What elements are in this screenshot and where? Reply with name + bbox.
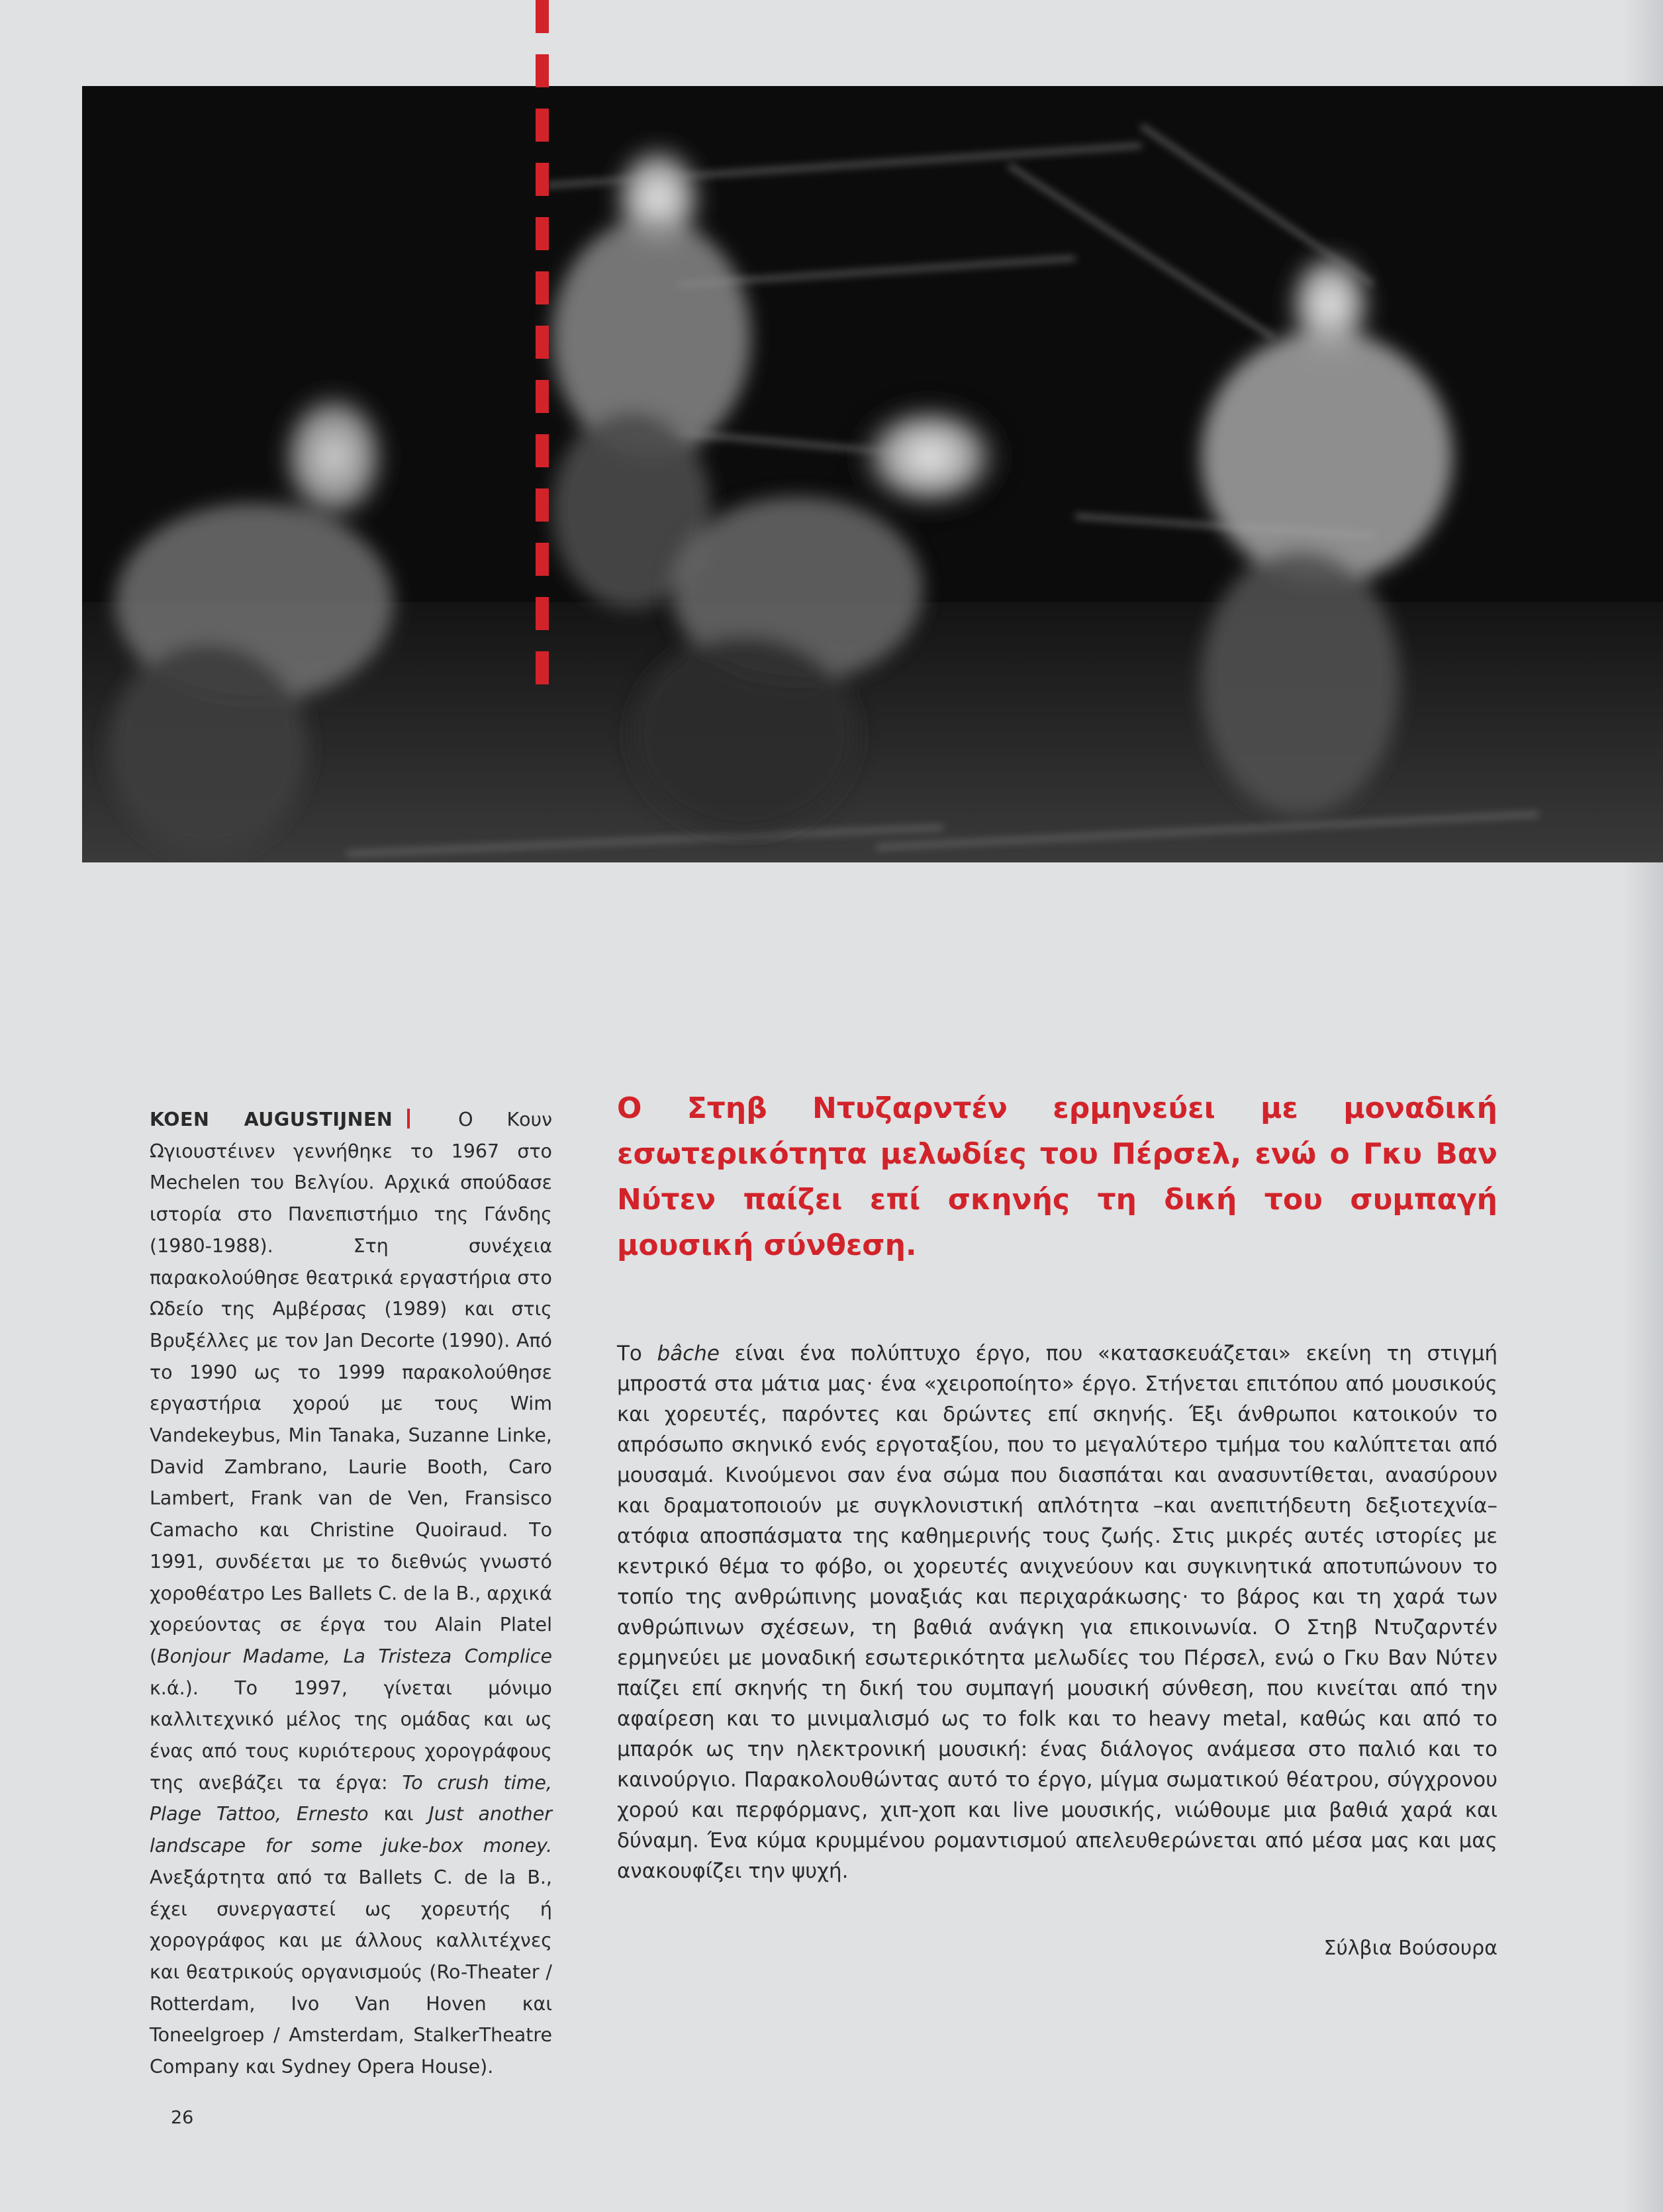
- bio-work-titles: Just another landscape for some juke-box money.: [150, 1803, 552, 1857]
- article-lead: Το: [617, 1342, 657, 1365]
- article-author: Σύλβια Βούσουρα: [1323, 1937, 1497, 1960]
- bio-name: KOEN AUGUSTIJNEN: [150, 1109, 393, 1130]
- bio-column: [150, 1104, 552, 2083]
- stage-photo: [82, 86, 1663, 862]
- bio-text: κ.ά.). Το 1997, γίνεται μόνιμο καλλιτεχνικό μέλος της ομάδας και ως ένας από τους κυριότερους χορογράφους της ανεβάζει τα έργα:: [150, 1677, 552, 1794]
- red-dashed-divider: [535, 0, 549, 695]
- bio-work-titles: To crush time, Plage Tattoo, Ernesto: [150, 1771, 552, 1825]
- bio-text: και: [368, 1803, 429, 1825]
- bio-work-titles: Bonjour Madame, La Tristeza Complice: [157, 1645, 552, 1667]
- pull-quote: Ο Στηβ Ντυζαρντέν ερμηνεύει με μοναδική εσωτερικότητα μελωδίες του Πέρσελ, ενώ ο Γκυ Βαν Νύτεν παίζει επί σκηνής τη δική του συμπαγή μουσική σύνθεση.: [617, 1091, 1497, 1262]
- bio-separator: [407, 1109, 410, 1129]
- bio-text: Ο Κουν Ωγιουστέινεν γεννήθηκε το 1967 στο Mechelen του Βελγίου. Αρχικά σπούδασε ιστορία στο Πανεπιστήμιο της Γάνδης (1980-1988). Στη συνέχεια παρακολούθησε θεατρικά εργαστήρια στο Ωδείο της Αμβέρσας (1989) και στις Βρυξέλλες με τον Jan Decorte (1990). Από το 1990 ως το 1999 παρακολούθησε εργαστήρια χορού με τους Wim Vandekeybus, Min Tanaka, Suzanne Linke, David Zambrano, Laurie Booth, Caro Lambert, Frank van de Ven, Fransisco Camacho και Christine Quoiraud. Το 1991, συνδέεται με το διεθνώς γνωστό χοροθέατρο Les Ballets C. de la B., αρχικά χορεύοντας σε έργα του Alain Platel (: [150, 1109, 552, 1667]
- article-work-title: bâche: [657, 1342, 720, 1365]
- article-body: [617, 1338, 1497, 1886]
- bio-text: Ανεξάρτητα από τα Ballets C. de la B., έχει συνεργαστεί ως χορευτής ή χορογράφος και με άλλους καλλιτέχνες και θεατρικούς οργανισμούς (Ro-Theater / Rotterdam, Ivo Van Hoven και Toneelgroep / Amsterdam, StalkerTheatre Company και Sydney Opera House).: [150, 1866, 552, 2078]
- page-number: 26: [171, 2107, 194, 2128]
- article-text: είναι ένα πολύπτυχο έργο, που «κατασκευάζεται» εκείνη τη στιγμή μπροστά στα μάτια μας· ένα «χειροποίητο» έργο. Στήνεται επιτόπου από μουσικούς και χορευτές, παρόντες και δρώντες επί σκηνής. Έξι άνθρωποι κατοικούν το απρόσωπο σκηνικό ενός εργοταξίου, που το μεγαλύτερο τμήμα του καλύπτεται από μουσαμά. Κινούμενοι σαν ένα σώμα που διασπάται και ανασυντίθεται, ανασύρουν και δραματοποιούν με συγκλονιστική απλότητα –και ανεπιτήδευτη δεξιοτεχνία– ατόφια αποσπάσματα της καθημερινής τους ζωής. Στις μικρές αυτές ιστορίες με κεντρικό θέμα το φόβο, οι χορευτές ανιχνεύουν και συγκινητικά αποτυπώνουν το τοπίο της ανθρώπινης μοναξιάς και περιχαράκωσης· το βάρος και τη χαρά των ανθρώπινων σχέσεων, τη βαθιά ανάγκη για επικοινωνία. Ο Στηβ Ντυζαρντέν ερμηνεύει με μοναδική εσωτερικότητα μελωδίες του Πέρσελ, ενώ ο Γκυ Βαν Νύτεν παίζει επί σκηνής τη δική του συμπαγή μουσική σύνθεση, που κινείται από την αφαίρεση και το μινιμαλισμό ως το folk και το heavy metal, καθώς και από το μπαρόκ ως την ηλεκτρονική μουσική: ένας διάλογος ανάμεσα στο παλιό και το καινούργιο. Παρακολουθώντας αυτό το έργο, μίγμα σωματικού θέατρου, σύγχρονου χορού και περφόρμανς, χιπ-χοπ και live μουσικής, νιώθουμε μια βαθιά χαρά και δύναμη. Ένα κύμα κρυμμένου ρομαντισμού απελευθερώνεται από μέσα μας και μας ανακουφίζει την ψυχή.: [617, 1342, 1497, 1883]
